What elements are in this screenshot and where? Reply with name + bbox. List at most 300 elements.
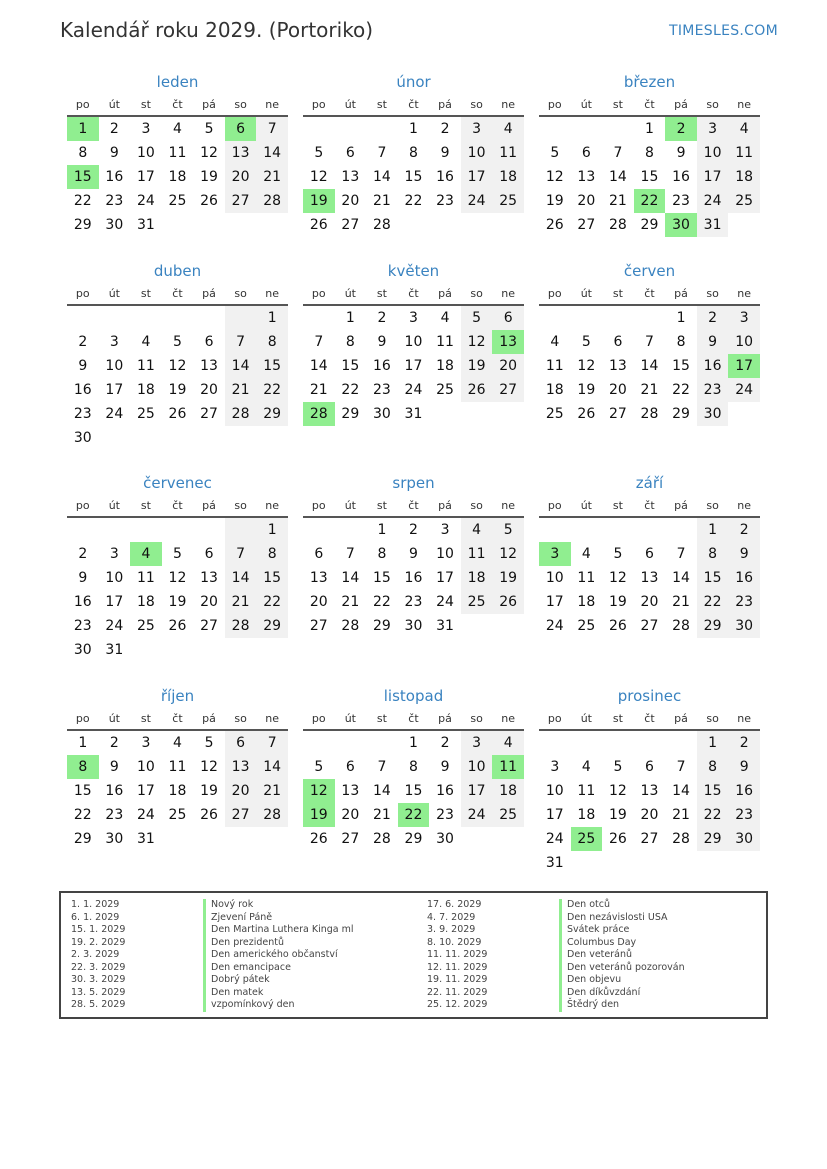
day-cell: 2 <box>109 735 119 751</box>
day-cell: 13 <box>341 783 360 799</box>
legend-date: 13. 5. 2029 <box>71 986 126 998</box>
legend-holiday-name: Den nezávislosti USA <box>567 911 668 923</box>
month-4 <box>303 261 524 426</box>
empty-cell <box>539 117 571 141</box>
week-row <box>67 213 288 237</box>
weekday-header: út <box>344 98 356 111</box>
week-row <box>303 779 524 803</box>
day-cell: 29 <box>73 217 92 233</box>
day-cell: 1 <box>645 121 654 137</box>
day-cell: 15 <box>404 783 423 799</box>
empty-cell <box>99 306 131 330</box>
day-cell: 5 <box>613 546 623 562</box>
legend-entry <box>427 962 685 975</box>
day-cell: 19 <box>608 594 627 610</box>
day-cell: 9 <box>440 145 450 161</box>
empty-cell <box>225 638 257 662</box>
day-cell: 20 <box>225 165 257 189</box>
day-cell: 14 <box>341 570 360 586</box>
week-row <box>539 330 760 354</box>
weekday-header-row <box>303 95 524 117</box>
weekday-header: po <box>311 499 326 512</box>
day-cell: 24 <box>436 594 454 610</box>
legend-date: 28. 5. 2029 <box>71 999 126 1010</box>
week-row <box>303 189 524 213</box>
week-row <box>67 803 288 827</box>
day-cell: 21 <box>608 193 627 209</box>
week-row <box>67 165 288 189</box>
day-cell: 18 <box>136 594 155 610</box>
weekday-header: ne <box>501 712 516 725</box>
weekday-header: út <box>108 98 120 111</box>
week-row <box>539 402 760 426</box>
weekday-header: čt <box>408 499 419 512</box>
day-cell: 13 <box>309 570 328 586</box>
empty-cell <box>461 213 493 237</box>
day-cell: 19 <box>303 189 335 213</box>
day-cell: 12 <box>608 570 627 586</box>
day-cell: 11 <box>545 358 564 374</box>
day-cell: 19 <box>545 193 564 209</box>
day-cell: 29 <box>697 614 729 638</box>
day-cell: 1 <box>377 522 387 538</box>
day-cell: 28 <box>672 618 690 634</box>
holiday-marker-icon <box>559 899 562 912</box>
day-cell: 16 <box>105 783 124 799</box>
empty-cell <box>492 614 524 638</box>
weekday-header-row <box>303 496 524 518</box>
week-row <box>303 827 524 851</box>
page-title: Kalendář roku 2029. (Portoriko) <box>60 18 374 42</box>
day-cell: 8 <box>377 546 387 562</box>
weekday-header: pá <box>202 712 216 725</box>
empty-cell <box>539 731 571 755</box>
day-cell: 1 <box>676 310 686 326</box>
day-cell: 20 <box>640 594 659 610</box>
empty-cell <box>225 213 257 237</box>
day-cell: 24 <box>545 831 564 847</box>
legend-date: 3. 9. 2029 <box>427 924 476 935</box>
day-cell: 26 <box>200 193 218 209</box>
month-name: červenec <box>143 474 212 492</box>
legend-holiday-name: Den emancipace <box>211 961 291 973</box>
day-cell: 11 <box>577 570 596 586</box>
day-cell: 1 <box>256 518 288 542</box>
day-cell: 30 <box>105 831 124 847</box>
day-cell: 3 <box>697 117 729 141</box>
legend-entry <box>427 937 685 950</box>
empty-cell <box>492 402 524 426</box>
day-cell: 17 <box>545 807 564 823</box>
legend-date: 2. 3. 2029 <box>71 949 120 960</box>
empty-cell <box>67 518 99 542</box>
empty-cell <box>461 402 493 426</box>
weekday-header: út <box>580 287 592 300</box>
day-cell: 15 <box>697 779 729 803</box>
day-cell: 28 <box>372 217 391 233</box>
day-cell: 16 <box>73 382 92 398</box>
weekday-header: ne <box>737 287 752 300</box>
legend-holiday-name: Den objevu <box>567 974 622 985</box>
day-cell: 11 <box>168 759 187 775</box>
legend-entry <box>427 987 685 1000</box>
empty-cell <box>539 518 571 542</box>
weekday-header: po <box>547 287 562 300</box>
day-cell: 17 <box>728 354 760 378</box>
day-cell: 4 <box>440 310 450 326</box>
empty-cell <box>193 638 225 662</box>
week-row <box>67 141 288 165</box>
month-grid <box>539 284 760 426</box>
day-cell: 3 <box>440 522 450 538</box>
day-cell: 24 <box>404 382 423 398</box>
empty-cell <box>256 426 288 450</box>
day-cell: 13 <box>200 570 218 586</box>
empty-cell <box>634 518 666 542</box>
day-cell: 8 <box>697 755 729 779</box>
day-cell: 3 <box>409 310 418 326</box>
day-cell: 12 <box>461 330 493 354</box>
day-cell: 28 <box>256 803 288 827</box>
day-cell: 20 <box>640 807 659 823</box>
empty-cell <box>571 518 603 542</box>
weekday-header: čt <box>408 287 419 300</box>
day-cell: 25 <box>492 803 524 827</box>
week-row <box>67 189 288 213</box>
day-cell: 16 <box>436 783 454 799</box>
day-cell: 25 <box>168 807 187 823</box>
day-cell: 26 <box>309 217 328 233</box>
empty-cell <box>162 426 194 450</box>
empty-cell <box>193 213 225 237</box>
month-name: duben <box>153 262 202 280</box>
weekday-header: st <box>376 98 387 111</box>
day-cell: 25 <box>461 590 493 614</box>
week-row <box>303 731 524 755</box>
day-cell: 15 <box>640 169 659 185</box>
legend-holiday-name: Svátek práce <box>567 924 630 935</box>
day-cell: 9 <box>728 542 760 566</box>
day-cell: 9 <box>409 546 418 562</box>
weekday-header: st <box>140 98 151 111</box>
day-cell: 29 <box>372 618 391 634</box>
empty-cell <box>366 117 398 141</box>
week-row <box>67 779 288 803</box>
day-cell: 26 <box>608 831 627 847</box>
weekday-header: st <box>376 712 387 725</box>
day-cell: 17 <box>436 570 454 586</box>
day-cell: 6 <box>314 546 324 562</box>
holiday-marker-icon <box>203 937 206 950</box>
day-cell: 26 <box>461 378 493 402</box>
legend-date: 12. 11. 2029 <box>427 961 488 973</box>
day-cell: 21 <box>372 807 391 823</box>
legend-entry <box>71 999 354 1012</box>
day-cell: 2 <box>728 518 760 542</box>
day-cell: 15 <box>67 165 99 189</box>
week-row <box>67 638 288 662</box>
empty-cell <box>162 213 194 237</box>
day-cell: 2 <box>728 731 760 755</box>
day-cell: 11 <box>168 145 187 161</box>
day-cell: 14 <box>225 566 257 590</box>
day-cell: 9 <box>109 145 119 161</box>
week-row <box>67 117 288 141</box>
weekday-header: pá <box>202 287 216 300</box>
day-cell: 26 <box>577 406 596 422</box>
week-row <box>539 542 760 566</box>
month-9 <box>67 686 288 851</box>
weekday-header: pá <box>674 287 688 300</box>
empty-cell <box>130 518 162 542</box>
weekday-header: so <box>234 287 247 300</box>
holiday-marker-icon <box>203 987 206 1000</box>
weekday-header: čt <box>644 712 655 725</box>
day-cell: 5 <box>581 334 591 350</box>
day-cell: 26 <box>545 217 564 233</box>
day-cell: 12 <box>303 779 335 803</box>
month-11 <box>539 686 760 875</box>
empty-cell <box>99 426 131 450</box>
day-cell: 26 <box>200 807 218 823</box>
day-cell: 23 <box>73 406 92 422</box>
day-cell: 29 <box>341 406 360 422</box>
weekday-header-row <box>67 284 288 306</box>
day-cell: 10 <box>436 546 454 562</box>
day-cell: 30 <box>436 831 454 847</box>
holiday-marker-icon <box>559 912 562 925</box>
day-cell: 30 <box>728 614 760 638</box>
day-cell: 29 <box>672 406 690 422</box>
day-cell: 23 <box>105 193 124 209</box>
weekday-header-row <box>303 709 524 731</box>
day-cell: 24 <box>136 807 155 823</box>
legend-column-right <box>427 899 685 1012</box>
day-cell: 21 <box>309 382 328 398</box>
empty-cell <box>665 518 697 542</box>
empty-cell <box>429 213 461 237</box>
day-cell: 10 <box>404 334 423 350</box>
legend-date: 15. 1. 2029 <box>71 924 126 935</box>
empty-cell <box>602 306 634 330</box>
day-cell: 6 <box>492 306 524 330</box>
day-cell: 12 <box>168 570 187 586</box>
month-grid <box>67 709 288 851</box>
day-cell: 22 <box>372 594 391 610</box>
day-cell: 10 <box>461 141 493 165</box>
holiday-marker-icon <box>559 974 562 987</box>
empty-cell <box>728 402 760 426</box>
day-cell: 24 <box>136 193 155 209</box>
day-cell: 14 <box>608 169 627 185</box>
weekday-header: po <box>547 712 562 725</box>
empty-cell <box>429 402 461 426</box>
weekday-header: po <box>547 499 562 512</box>
day-cell: 25 <box>436 382 454 398</box>
brand-logo-text[interactable]: TIMESLES.COM <box>669 23 778 39</box>
day-cell: 4 <box>581 546 591 562</box>
day-cell: 16 <box>697 354 729 378</box>
day-cell: 24 <box>461 803 493 827</box>
day-cell: 10 <box>728 330 760 354</box>
holiday-marker-icon <box>559 962 562 975</box>
month-name: květen <box>387 262 440 280</box>
day-cell: 20 <box>309 594 328 610</box>
day-cell: 8 <box>409 145 418 161</box>
day-cell: 22 <box>73 807 92 823</box>
day-cell: 2 <box>440 121 450 137</box>
day-cell: 19 <box>168 382 187 398</box>
legend-column-left <box>71 899 354 1012</box>
empty-cell <box>130 638 162 662</box>
empty-cell <box>162 638 194 662</box>
day-cell: 1 <box>697 731 729 755</box>
day-cell: 3 <box>141 121 151 137</box>
day-cell: 21 <box>256 779 288 803</box>
month-name: listopad <box>383 687 444 705</box>
day-cell: 13 <box>200 358 218 374</box>
legend-holiday-name: Nový rok <box>211 899 254 910</box>
legend-holiday-name: Den díkůvzdání <box>567 986 641 998</box>
day-cell: 5 <box>613 759 623 775</box>
day-cell: 4 <box>728 117 760 141</box>
weekday-header: čt <box>644 499 655 512</box>
day-cell: 31 <box>136 831 155 847</box>
day-cell: 25 <box>168 193 187 209</box>
day-cell: 28 <box>372 831 391 847</box>
day-cell: 1 <box>409 735 418 751</box>
week-row <box>67 731 288 755</box>
weekday-header: pá <box>202 98 216 111</box>
week-row <box>539 731 760 755</box>
day-cell: 4 <box>492 731 524 755</box>
day-cell: 28 <box>608 217 627 233</box>
day-cell: 27 <box>200 406 218 422</box>
day-cell: 5 <box>204 735 214 751</box>
day-cell: 30 <box>73 430 92 446</box>
month-grid <box>539 496 760 638</box>
day-cell: 30 <box>105 217 124 233</box>
day-cell: 4 <box>173 735 182 751</box>
week-row <box>303 141 524 165</box>
empty-cell <box>335 117 367 141</box>
day-cell: 4 <box>141 334 151 350</box>
weekday-header-row <box>67 95 288 117</box>
month-name: prosinec <box>617 687 682 705</box>
empty-cell <box>634 851 666 875</box>
empty-cell <box>634 306 666 330</box>
week-row <box>303 330 524 354</box>
day-cell: 20 <box>577 193 596 209</box>
week-row <box>67 518 288 542</box>
empty-cell <box>461 614 493 638</box>
day-cell: 7 <box>256 731 288 755</box>
week-row <box>539 614 760 638</box>
empty-cell <box>728 851 760 875</box>
empty-cell <box>225 827 257 851</box>
day-cell: 19 <box>492 566 524 590</box>
empty-cell <box>571 851 603 875</box>
day-cell: 16 <box>404 570 423 586</box>
weekday-header: čt <box>644 98 655 111</box>
weekday-header: po <box>75 712 90 725</box>
day-cell: 10 <box>105 570 124 586</box>
empty-cell <box>602 851 634 875</box>
day-cell: 11 <box>728 141 760 165</box>
weekday-header: so <box>234 499 247 512</box>
week-row <box>539 827 760 851</box>
weekday-header: pá <box>438 499 452 512</box>
weekday-header: čt <box>408 98 419 111</box>
legend-date: 6. 1. 2029 <box>71 911 120 923</box>
week-row <box>67 378 288 402</box>
day-cell: 9 <box>78 570 88 586</box>
day-cell: 10 <box>136 145 155 161</box>
day-cell: 14 <box>256 755 288 779</box>
day-cell: 19 <box>200 783 218 799</box>
holiday-marker-icon <box>203 949 206 962</box>
week-row <box>67 402 288 426</box>
day-cell: 18 <box>436 358 454 374</box>
day-cell: 27 <box>225 189 257 213</box>
weekday-header: ne <box>501 499 516 512</box>
day-cell: 6 <box>225 117 257 141</box>
day-cell: 6 <box>645 759 654 775</box>
holiday-marker-icon <box>559 924 562 937</box>
day-cell: 21 <box>256 165 288 189</box>
month-grid <box>539 95 760 237</box>
month-name: září <box>635 474 664 492</box>
day-cell: 3 <box>550 759 560 775</box>
day-cell: 17 <box>136 169 155 185</box>
legend-date: 19. 11. 2029 <box>427 974 488 985</box>
weekday-header: so <box>706 712 719 725</box>
day-cell: 3 <box>461 731 493 755</box>
month-grid <box>303 284 524 426</box>
day-cell: 18 <box>545 382 564 398</box>
day-cell: 21 <box>640 382 659 398</box>
day-cell: 21 <box>372 193 391 209</box>
weekday-header: pá <box>438 287 452 300</box>
day-cell: 7 <box>314 334 324 350</box>
day-cell: 16 <box>105 169 124 185</box>
day-cell: 5 <box>550 145 560 161</box>
day-cell: 10 <box>697 141 729 165</box>
legend-entry <box>427 974 685 987</box>
week-row <box>539 378 760 402</box>
day-cell: 27 <box>608 406 627 422</box>
day-cell: 23 <box>436 193 454 209</box>
day-cell: 8 <box>256 542 288 566</box>
day-cell: 5 <box>314 145 324 161</box>
empty-cell <box>67 306 99 330</box>
day-cell: 22 <box>256 378 288 402</box>
weekday-header: ne <box>265 499 280 512</box>
empty-cell <box>193 518 225 542</box>
day-cell: 9 <box>78 358 88 374</box>
week-row <box>539 141 760 165</box>
holiday-marker-icon <box>559 949 562 962</box>
empty-cell <box>602 117 634 141</box>
weekday-header: po <box>311 287 326 300</box>
day-cell: 22 <box>341 382 360 398</box>
empty-cell <box>366 731 398 755</box>
week-row <box>539 755 760 779</box>
legend-date: 19. 2. 2029 <box>71 936 126 948</box>
weekday-header: po <box>75 98 90 111</box>
day-cell: 14 <box>640 358 659 374</box>
week-row <box>303 213 524 237</box>
